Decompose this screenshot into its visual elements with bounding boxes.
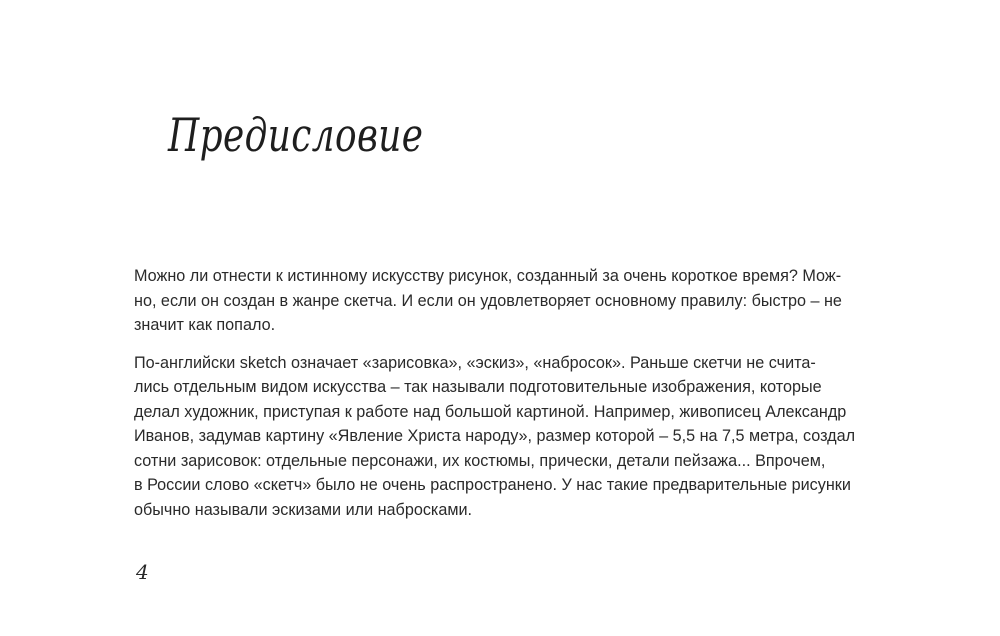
text-line: делал художник, приступая к работе над большой картиной. Например, живописец Александр [134,402,847,421]
body-text [134,264,914,522]
paragraph-1 [134,264,914,338]
chapter-title: Предисловие [168,108,424,162]
text-line: обычно называли эскизами или набросками. [134,500,473,519]
page-number: 4 [136,560,149,584]
text-line: По-английски sketch означает «зарисовка», «эскиз», «набросок». Раньше скетчи не счита- [134,353,816,372]
text-line: лись отдельным видом искусства – так называли подготовительные изображения, которые [134,378,822,396]
text-line: но, если он создан в жанре скетча. И если он удовлетворяет основному правилу: быстро – не [134,291,842,310]
paragraph-2 [134,351,914,523]
text-line: Иванов, задумав картину «Явление Христа народу», размер которой – 5,5 на 7,5 метра, создал [134,427,856,445]
text-line: Можно ли отнести к истинному искусству рисунок, созданный за очень короткое время? Мож- [134,267,842,285]
text-line: значит как попало. [134,316,276,334]
text-line: в России слово «скетч» было не очень распространено. У нас такие предварительные рисунки [134,476,851,494]
text-line: сотни зарисовок: отдельные персонажи, их костюмы, прически, детали пейзажа... Впрочем, [134,451,826,470]
